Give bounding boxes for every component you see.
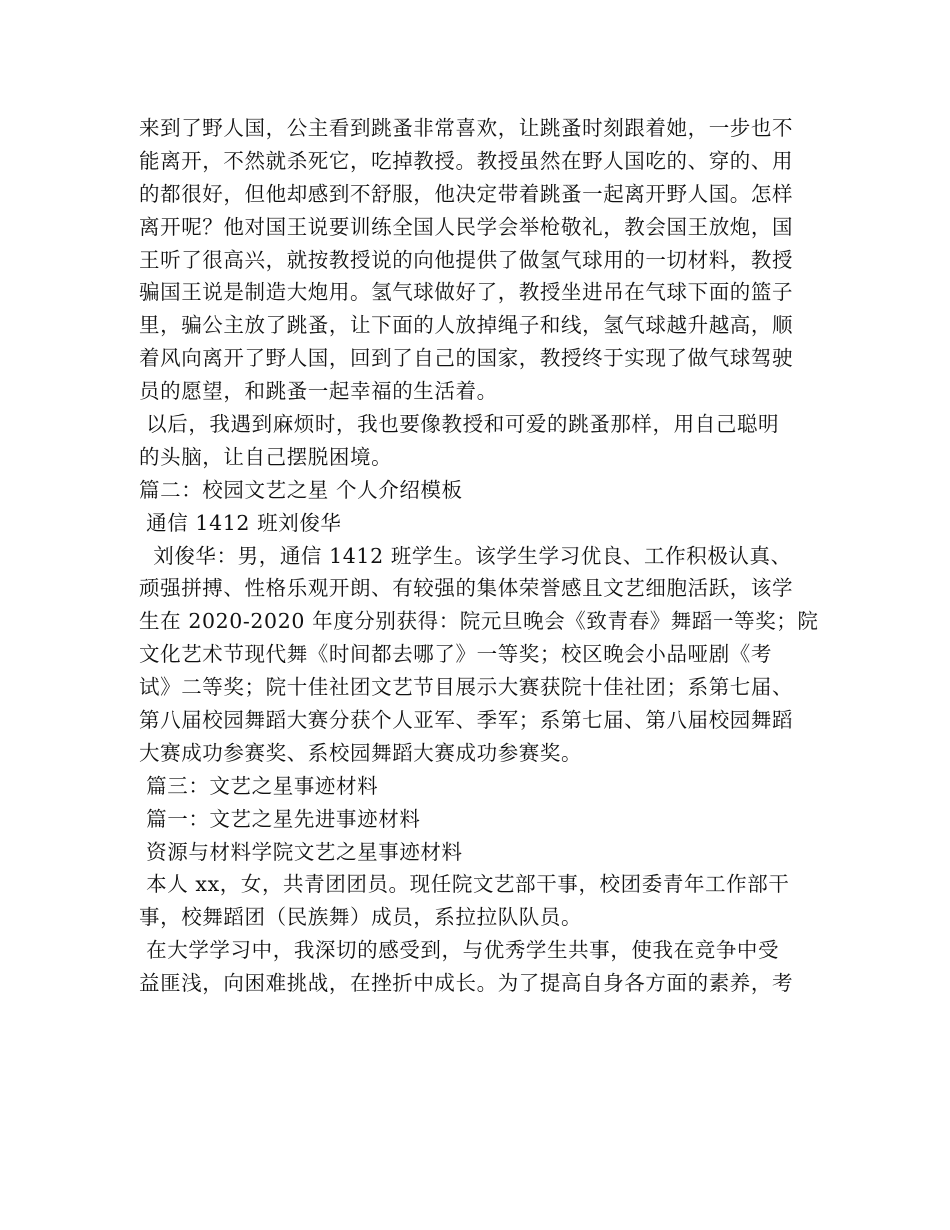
- section-heading: 篇二：校园文艺之星 个人介绍模板: [139, 477, 463, 502]
- text-line: 以后，我遇到麻烦时，我也要像教授和可爱的跳蚤那样，用自己聪明: [139, 412, 780, 437]
- section-heading: 篇三：文艺之星事迹材料: [139, 773, 379, 798]
- text-line: 的头脑，让自己摆脱困境。: [139, 444, 393, 469]
- text-line: 的都很好，但他却感到不舒服，他决定带着跳蚤一起离开野人国。怎样: [139, 181, 794, 206]
- text-line: 本人 xx，女，共青团团员。现任院文艺部干事，校团委青年工作部干: [139, 872, 790, 897]
- text-line: 通信 1412 班刘俊华: [139, 510, 342, 535]
- text-line: 里，骗公主放了跳蚤，让下面的人放掉绳子和线，氢气球越升越高，顺: [139, 313, 794, 338]
- text-line: 益匪浅，向困难挑战，在挫折中成长。为了提高自身各方面的素养，考: [139, 971, 794, 996]
- text-line: 第八届校园舞蹈大赛分获个人亚军、季军；系第七届、第八届校园舞蹈: [139, 708, 794, 733]
- text-line: 能离开，不然就杀死它，吃掉教授。教授虽然在野人国吃的、穿的、用: [139, 148, 794, 173]
- text-line: 文化艺术节现代舞《时间都去哪了》一等奖；校区晚会小品哑剧《考: [139, 642, 772, 667]
- text-line: 大赛成功参赛奖、系校园舞蹈大赛成功参赛奖。: [139, 740, 583, 765]
- text-line: 事，校舞蹈团（民族舞）成员，系拉拉队队员。: [139, 905, 583, 930]
- text-line: 王听了很高兴，就按教授说的向他提供了做氢气球用的一切材料，教授: [139, 247, 794, 272]
- document-body: [139, 112, 819, 1000]
- text-line: 员的愿望，和跳蚤一起幸福的生活着。: [139, 379, 498, 404]
- text-line: 生在 2020-2020 年度分别获得：院元旦晚会《致青春》舞蹈一等奖；院: [139, 609, 819, 634]
- text-line: 资源与材料学院文艺之星事迹材料: [139, 839, 463, 864]
- text-line: 来到了野人国，公主看到跳蚤非常喜欢，让跳蚤时刻跟着她，一步也不: [139, 116, 794, 140]
- text-line: 试》二等奖；院十佳社团文艺节目展示大赛获院十佳社团；系第七届、: [139, 675, 794, 700]
- text-line: 着风向离开了野人国，回到了自己的国家，教授终于实现了做气球驾驶: [139, 346, 794, 371]
- text-line: 在大学学习中，我深切的感受到，与优秀学生共事，使我在竞争中受: [139, 938, 780, 963]
- text-line: 顽强拼搏、性格乐观开朗、有较强的集体荣誉感且文艺细胞活跃，该学: [139, 576, 794, 601]
- text-line: 刘俊华：男，通信 1412 班学生。该学生学习优良、工作积极认真、: [139, 543, 792, 568]
- text-line: 离开呢？他对国王说要训练全国人民学会举枪敬礼，教会国王放炮，国: [139, 214, 794, 239]
- text-line: 骗国王说是制造大炮用。氢气球做好了，教授坐进吊在气球下面的篮子: [139, 280, 794, 305]
- section-heading: 篇一：文艺之星先进事迹材料: [139, 806, 421, 831]
